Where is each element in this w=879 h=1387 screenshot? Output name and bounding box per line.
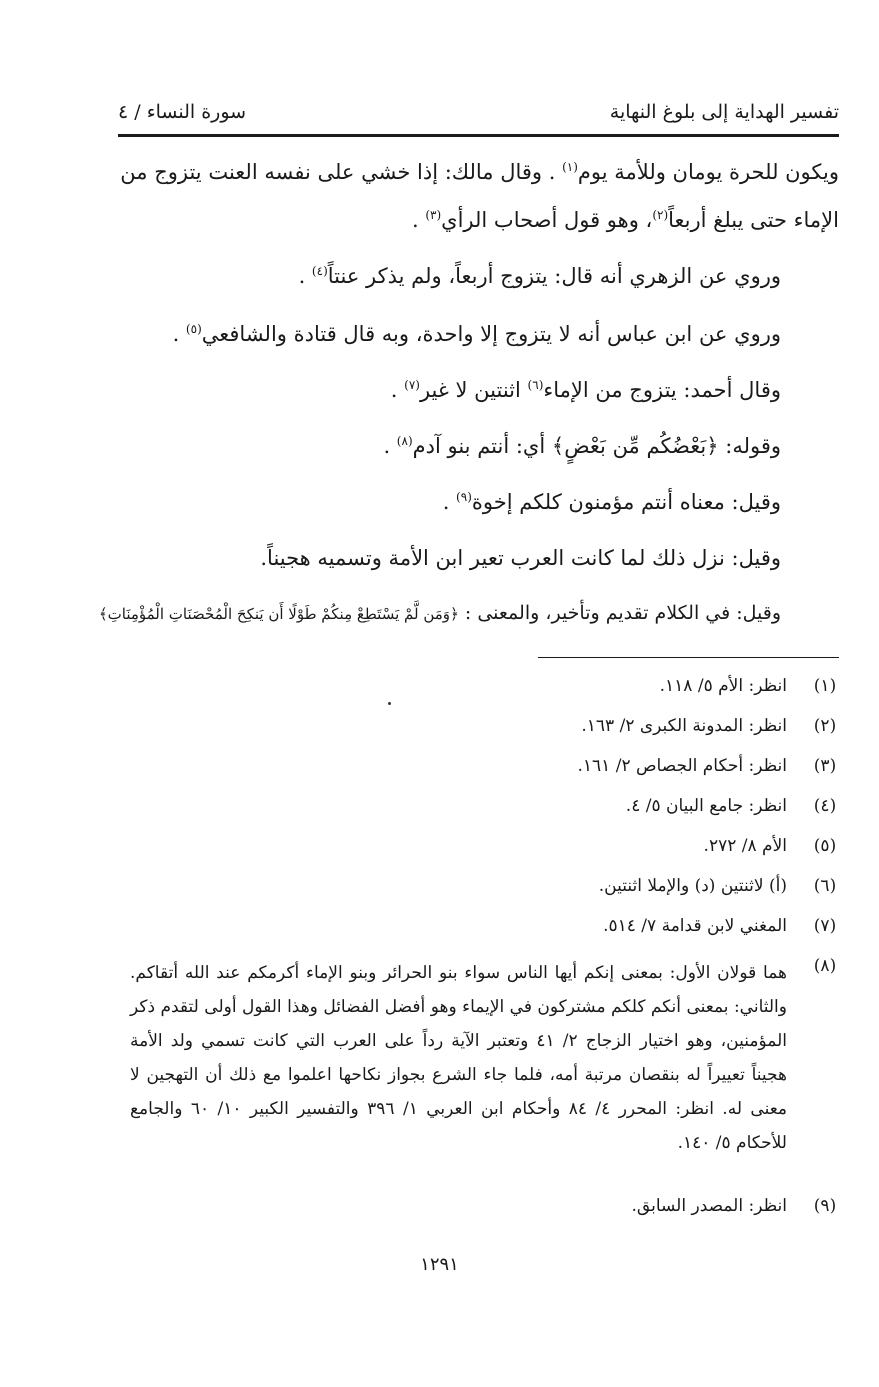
footnote-number: (٥): [813, 836, 837, 856]
print-speck: [388, 702, 391, 705]
footnote-text: الأم ٨/ ٢٧٢.: [703, 836, 787, 856]
footnote-number: (٢): [813, 716, 837, 736]
text-line: وقيل: نزل ذلك لما كانت العرب تعير ابن الأمة وتسميه هجيناً.: [260, 546, 781, 570]
footnote-text: (أ) لاثنتين (د) والإملا اثنتين.: [598, 876, 787, 896]
footnote-ref: (٧): [404, 378, 420, 392]
running-head: [118, 92, 839, 132]
footnote-ref: (٥): [185, 322, 202, 336]
footnote-number: (٤): [813, 796, 837, 816]
footnote-number: (٣): [813, 756, 837, 776]
footnote-number: (٦): [813, 876, 837, 896]
footnote-number: (١): [813, 676, 837, 696]
text-line: ويكون للحرة يومان وللأمة يوم$^{(١)}$ . وقال مالك: إذا خشي على نفسه العنت يتزوج من: [120, 160, 839, 184]
book-title: تفسير الهداية إلى بلوغ النهاية: [609, 101, 839, 123]
text-line: الإماء حتى يبلغ أربعاً$^{(٢)}$، وهو قول أصحاب الرأي$^{(٣)}$ .: [411, 208, 839, 232]
footnote-text: انظر: الأم ٥/ ١١٨.: [659, 676, 787, 696]
footnote-text: انظر: جامع البيان ٥/ ٤.: [625, 796, 787, 816]
page-number: ١٢٩١: [420, 1254, 459, 1275]
footnote-separator: [538, 657, 839, 658]
footnote-text: المغني لابن قدامة ٧/ ٥١٤.: [603, 916, 787, 936]
text-line: وروي عن الزهري أنه قال: يتزوج أربعاً، ولم يذكر عنتاً$^{(٤)}$ .: [298, 264, 781, 288]
text-line: وقال أحمد: يتزوج من الإماء$^{(٦)}$ اثنتين لا غير$^{(٧)}$ .: [390, 378, 781, 402]
quran-quote: ﴿وَمَن لَّمْ يَسْتَطِعْ مِنكُمْ طَوْلًا أَن يَنكِحَ الْمُحْصَنَاتِ الْمُؤْمِنَاتِ﴾: [98, 605, 459, 623]
header-rule: [118, 134, 839, 137]
footnote-ref: (٨): [396, 434, 413, 448]
footnote-ref: (١): [562, 160, 578, 174]
footnote-text: انظر: المدونة الكبرى ٢/ ١٦٣.: [581, 716, 787, 736]
footnote-number: (٧): [813, 916, 837, 936]
footnote-number: (٨): [813, 956, 837, 976]
footnote-number: (٩): [813, 1196, 837, 1216]
footnote-ref: (٦): [527, 378, 544, 392]
text-line: وقيل: في الكلام تقديم وتأخير، والمعنى : ﴿وَمَن لَّمْ يَسْتَطِعْ مِنكُمْ طَوْلًا أَن يَنكِحَ الْمُحْصَنَاتِ الْمُؤْمِنَاتِ﴾: [98, 602, 781, 624]
footnote-ref: (٢): [652, 208, 669, 222]
surah-label: سورة النساء / ٤: [118, 101, 247, 123]
footnote-text: انظر: المصدر السابق.: [631, 1196, 787, 1216]
footnote-text: انظر: أحكام الجصاص ٢/ ١٦١.: [577, 756, 787, 776]
footnote-ref: (٣): [425, 208, 442, 222]
text-line: وقيل: معناه أنتم مؤمنون كلكم إخوة$^{(٩)}$ .: [442, 490, 781, 514]
quran-quote: ﴿بَعْضُكُم مِّن بَعْضٍ﴾: [551, 434, 719, 458]
footnote-text: هما قولان الأول: بمعنى إنكم أيها الناس سواء بنو الحرائر وبنو الإماء أكرمكم عند الله أتقاكم. والثاني: بمعنى أنكم كلكم مشتركون في الإيماء وهو أفضل الفضائل وهذا القول أولى لتقدم ذكر المؤمنين، وهو اختيار الزجاج ٢/ ٤١ وتعتبر الآية رداً على العرب التي كانت تسمي ولد الأمة هجيناً تعييراً له بنقصان مرتبة أمه، فلما جاء الشرع بجواز نكاحها اعلموا مع ذلك أن التهجين لا معنى له. انظر: المحرر ٤/ ٨٤ وأحكام ابن العربي ١/ ٣٩٦ والتفسير الكبير ١٠/ ٦٠ والجامع للأحكام ٥/ ١٤٠.: [130, 963, 788, 1153]
text-line: وروي عن ابن عباس أنه لا يتزوج إلا واحدة، وبه قال قتادة والشافعي$^{(٥)}$ .: [172, 322, 781, 346]
footnote-ref: (٤): [311, 264, 328, 278]
text-line: وقوله: ﴿بَعْضُكُم مِّن بَعْضٍ﴾ أي: أنتم بنو آدم$^{(٨)}$ .: [383, 434, 781, 458]
footnote-ref: (٩): [456, 490, 472, 504]
